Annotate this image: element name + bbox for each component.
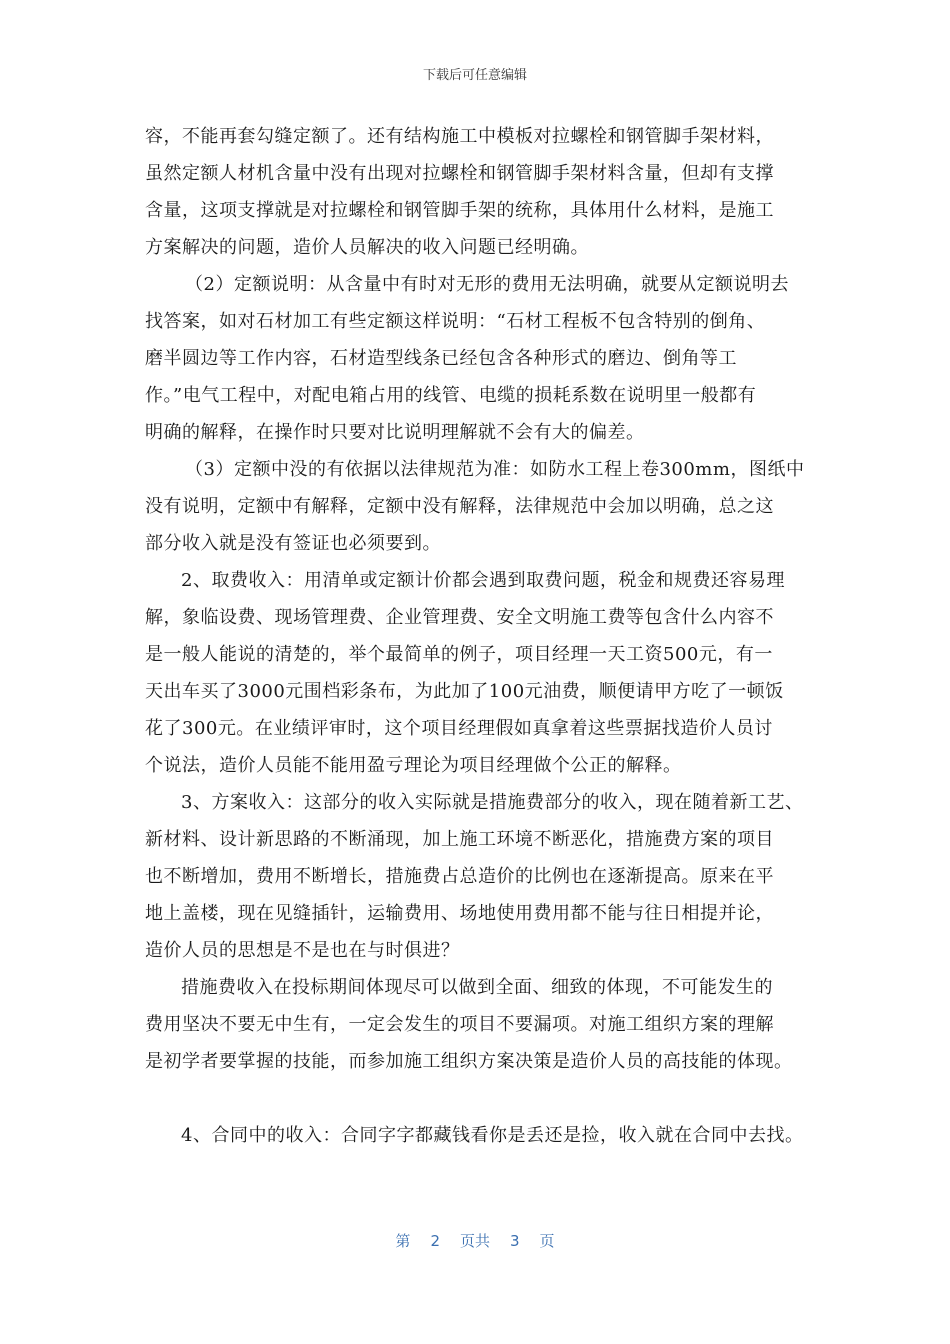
text-line: 地上盖楼，现在见缝插针，运输费用、场地使用费用都不能与往日相提并论， — [145, 903, 774, 924]
text-line: 花了300元。在业绩评审时，这个项目经理假如真拿着这些票据找造价人员讨 — [145, 718, 773, 739]
footer-current-page: 2 — [430, 1232, 440, 1250]
page-footer — [0, 1230, 950, 1251]
text-line: 是一般人能说的清楚的，举个最简单的例子，项目经理一天工资500元，有一 — [145, 644, 773, 665]
page-header: 下载后可任意编辑 — [422, 68, 527, 83]
text-line: 方案解决的问题，造价人员解决的收入问题已经明确。 — [145, 237, 589, 258]
text-line: 没有说明，定额中有解释，定额中没有解释，法律规范中会加以明确，总之这 — [145, 496, 774, 517]
text-line: 含量，这项支撑就是对拉螺栓和钢管脚手架的统称，具体用什么材料，是施工 — [145, 200, 774, 221]
text-line: 作。”电气工程中，对配电箱占用的线管、电缆的损耗系数在说明里一般都有 — [145, 385, 757, 406]
text-line: 是初学者要掌握的技能，而参加施工组织方案决策是造价人员的高技能的体现。 — [145, 1051, 793, 1072]
text-line: 造价人员的思想是不是也在与时俱进？ — [145, 940, 460, 961]
text-line: 也不断增加，费用不断增长，措施费占总造价的比例也在逐渐提高。原来在平 — [145, 866, 774, 887]
footer-middle: 页共 — [459, 1232, 490, 1250]
text-line: 新材料、设计新思路的不断涌现，加上施工环境不断恶化，措施费方案的项目 — [145, 829, 774, 850]
document-body — [145, 118, 825, 1154]
paragraph-start-line: 2、取费收入：用清单或定额计价都会遇到取费问题，税金和规费还容易理 — [181, 570, 785, 591]
text-line: 容，不能再套勾缝定额了。还有结构施工中模板对拉螺栓和钢管脚手架材料， — [145, 126, 774, 147]
text-line: 虽然定额人材机含量中没有出现对拉螺栓和钢管脚手架材料含量，但却有支撑 — [145, 163, 774, 184]
footer-suffix: 页 — [539, 1232, 555, 1250]
text-line: 费用坚决不要无中生有，一定会发生的项目不要漏项。对施工组织方案的理解 — [145, 1014, 774, 1035]
paragraph-start-line: （2）定额说明：从含量中有时对无形的费用无法明确，就要从定额说明去 — [185, 274, 789, 295]
text-line: 个说法，造价人员能不能用盈亏理论为项目经理做个公正的解释。 — [145, 755, 682, 776]
paragraph-start-line: 3、方案收入：这部分的收入实际就是措施费部分的收入，现在随着新工艺、 — [181, 792, 804, 813]
text-line: 磨半圆边等工作内容，石材造型线条已经包含各种形式的磨边、倒角等工 — [145, 348, 737, 369]
paragraph-gap — [145, 1080, 825, 1117]
text-line: 解，象临设费、现场管理费、企业管理费、安全文明施工费等包含什么内容不 — [145, 607, 774, 628]
text-line: 明确的解释，在操作时只要对比说明理解就不会有大的偏差。 — [145, 422, 645, 443]
footer-prefix: 第 — [395, 1232, 411, 1250]
text-line: 找答案，如对石材加工有些定额这样说明：“石材工程板不包含特别的倒角、 — [145, 311, 766, 332]
paragraph-start-line: 措施费收入在投标期间体现尽可以做到全面、细致的体现，不可能发生的 — [181, 977, 773, 998]
footer-total-pages: 3 — [510, 1232, 520, 1250]
paragraph-start-line: （3）定额中没的有依据以法律规范为准：如防水工程上卷300mm，图纸中 — [185, 459, 805, 480]
text-line: 天出车买了3000元围档彩条布，为此加了100元油费，顺便请甲方吃了一顿饭 — [145, 681, 784, 702]
text-line: 部分收入就是没有签证也必须要到。 — [145, 533, 441, 554]
paragraph-start-line: 4、合同中的收入：合同字字都藏钱看你是丢还是捡，收入就在合同中去找。 — [181, 1125, 804, 1146]
